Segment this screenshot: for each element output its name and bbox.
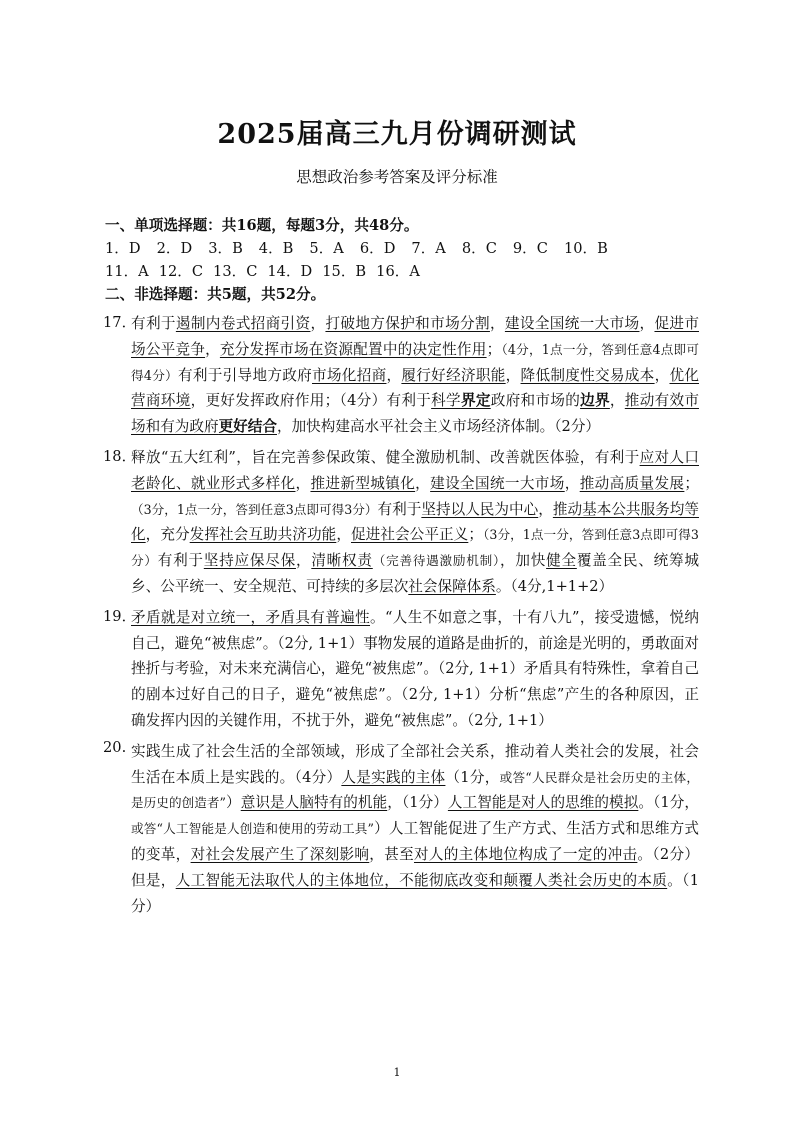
key-point: 对社会发展产生了深刻影响: [190, 845, 370, 863]
key-point: 应对人口老龄化、就业形式多样化: [131, 448, 699, 492]
key-point: 履行好经济职能: [401, 366, 506, 384]
question-number: 18．: [103, 447, 137, 465]
question-number: 17．: [103, 314, 137, 331]
key-point: 清晰权责: [311, 552, 373, 570]
key-point: 优化营商环境: [131, 366, 699, 410]
key-point: 遏制内卷式招商引资: [175, 315, 311, 332]
question-17: [105, 311, 699, 440]
scoring-note: 或答“人工智能是人创造和使用的劳动工具”: [131, 821, 374, 837]
text: 释放“五大红利”，旨在完善参保政策、健全激励机制、改善就医体验，有利于: [131, 448, 640, 466]
text: 。（4分,1+1+2）: [495, 577, 614, 595]
text: 。“人生不如意之事，十有八九”，接受遗憾，悦纳自己，避免“被焦虑”。（2分, 1+1）事物发展的道路是曲折的，前途是光明的，勇敢面对挫折与考验，对未来充满信心，避免“被焦虑”。（2分, 1+1）矛盾具有特殊性，拿着自己的剧本过好自己的日子，避免“被焦虑”。（2分, 1+1）分析“焦虑”产生的各种原因，正确发挥内因的关键作用，不扰于外，避免“被焦虑”。（2分, 1+1）: [131, 608, 699, 729]
key-point: 推动基本公共服务均等化: [131, 500, 699, 544]
text: ；: [468, 526, 483, 544]
text: 有利于引导地方政府: [177, 366, 313, 384]
question-17-answer: [131, 311, 699, 440]
answer-body: [105, 214, 699, 919]
text: ；: [684, 474, 699, 492]
text: ，: [386, 366, 402, 384]
text: ，（1分）: [387, 794, 448, 812]
answer-item: 7．A: [411, 240, 446, 257]
key-point: 打破地方保护和市场分割: [325, 315, 490, 332]
question-18-answer: [131, 445, 699, 600]
text: ，加快构建高水平社会主义市场经济体制。（2分）: [276, 418, 601, 436]
answer-item: 8．C: [461, 240, 497, 257]
text: ，: [310, 315, 326, 332]
key-point: 人工智能是对人的思维的模拟: [447, 794, 639, 812]
answer-item: 13．C: [213, 263, 258, 280]
answers-row-2: [105, 260, 699, 283]
key-point: 充分发挥市场在资源配置中的决定性作用: [219, 340, 487, 358]
question-20: [105, 739, 699, 920]
bold-term: 边界: [580, 392, 610, 410]
question-19: [105, 605, 699, 734]
bold-term: 界定: [460, 392, 491, 410]
scoring-note: （3分，1点一分，答到任意3点即可得3分）: [131, 501, 378, 517]
key-point: 对人的主体地位构成了一定的冲击: [413, 845, 638, 863]
key-point: 推进新型城镇化: [310, 474, 416, 492]
text: ，甚至: [369, 845, 414, 863]
key-point: 推动有效市场和有为政府: [131, 392, 699, 436]
text: ，: [489, 315, 505, 332]
question-number: 20.: [103, 738, 127, 756]
key-point: 促进市场公平竞争: [131, 315, 699, 358]
text: ，: [654, 366, 670, 384]
answer-item: 11．A: [105, 263, 149, 280]
key-point: 降低制度性交易成本: [520, 366, 655, 384]
key-point: 矛盾就是对立统一，矛盾具有普遍性: [131, 608, 371, 626]
key-point: 促进社会公平正义: [351, 526, 469, 544]
answer-item: 3．B: [208, 240, 243, 257]
text: ）: [226, 794, 241, 812]
key-point-bold: [219, 418, 277, 435]
answer-item: 6．D: [359, 240, 396, 257]
key-point: 建设全国统一大市场: [504, 315, 640, 332]
question-18: [105, 445, 699, 600]
key-point: 推动高质量发展: [579, 474, 685, 492]
text: ，: [295, 552, 312, 570]
text: ，更好发挥政府作用；（4分）有利于: [190, 392, 432, 410]
key-point: 社会保障体系: [408, 577, 496, 595]
text: ，充分: [145, 526, 190, 544]
answers-row-1: [105, 237, 699, 260]
text: ，: [538, 500, 553, 518]
text: ，: [295, 474, 311, 492]
key-point: 健全: [546, 552, 577, 570]
scoring-note: 或答“人民群众是社会历史的主体，是历史的创造者”: [131, 769, 699, 811]
key-point: 科学: [431, 392, 461, 410]
answer-item: 1．D: [105, 240, 141, 257]
text: ，: [336, 526, 351, 544]
text: ；: [486, 340, 502, 358]
answer-item: 2．D: [156, 240, 193, 257]
answer-item: 10．B: [563, 240, 608, 257]
text: 有利于: [377, 500, 422, 518]
text: 实践生成了社会生活的全部领域，形成了全部社会关系，推动着人类社会的发展，社会生活在本质上是实践的。（4分）: [131, 742, 699, 786]
key-point: 人工智能无法取代人的主体地位，不能彻底改变和颠覆人类社会历史的本质: [175, 871, 668, 889]
bold-term: 更好结合: [218, 418, 277, 436]
scoring-note: （4分，1点一分，答到任意4点即可得4分）: [131, 341, 699, 383]
key-point-bold: [461, 392, 491, 409]
text: ，: [564, 474, 580, 492]
scoring-note: （完善待遇激励机制）: [372, 553, 501, 569]
document-title: 2025届高三九月份调研测试: [217, 119, 577, 150]
text: ，: [205, 340, 220, 358]
text: ）人工智能促进了生产方式、生活方式和思维方式的变革，: [131, 820, 699, 863]
text: 有利于: [131, 315, 176, 332]
text: 覆盖全民、统筹城乡、公平统一、安全规范、可持续的多层次: [131, 552, 699, 595]
answer-item: 5．A: [309, 240, 344, 257]
section-2-heading: 二、非选择题：共5题，共52分。: [105, 286, 326, 303]
text: 。（1分，: [638, 794, 699, 812]
text: ，: [415, 474, 431, 492]
text: 政府和市场的: [490, 392, 581, 410]
answer-item: 4．B: [258, 240, 294, 257]
key-point: 建设全国统一大市场: [430, 474, 565, 492]
text: ，: [609, 392, 625, 410]
scoring-note: （3分，1点一分，答到任意3点即可得3分）: [131, 527, 699, 569]
key-point: 意识是人脑特有的机能: [240, 794, 388, 812]
question-number: 19．: [103, 607, 137, 625]
answer-item: 12．C: [158, 263, 204, 280]
text: 有利于: [157, 552, 204, 570]
answer-item: 14．D: [267, 263, 313, 280]
question-19-answer: [131, 605, 699, 734]
answer-item: 16．A: [376, 263, 420, 280]
key-point: 坚持以人民为中心: [421, 500, 539, 518]
key-point: 人是实践的主体: [341, 768, 446, 786]
section-1-heading: 一、单项选择题：共16题，每题3分，共48分。: [105, 217, 419, 234]
key-point-bold: [580, 392, 610, 409]
text: （1分，: [445, 768, 500, 786]
text: 。（2分）但是，: [131, 845, 699, 889]
document-subtitle: 思想政治参考答案及评分标准: [296, 168, 498, 186]
answer-item: 9．C: [512, 240, 548, 257]
text: ，: [639, 315, 655, 332]
question-20-answer: [131, 739, 699, 920]
key-point: 发挥社会互助共济功能: [189, 526, 337, 544]
key-point: 坚持应保尽保: [203, 552, 296, 570]
answer-item: 15．B: [322, 263, 367, 280]
text: 。（1分）: [131, 871, 699, 915]
text: ，: [505, 366, 521, 384]
page-number: 1: [393, 1066, 401, 1079]
key-point: 市场化招商: [312, 366, 387, 384]
text: ，加快: [500, 552, 547, 570]
